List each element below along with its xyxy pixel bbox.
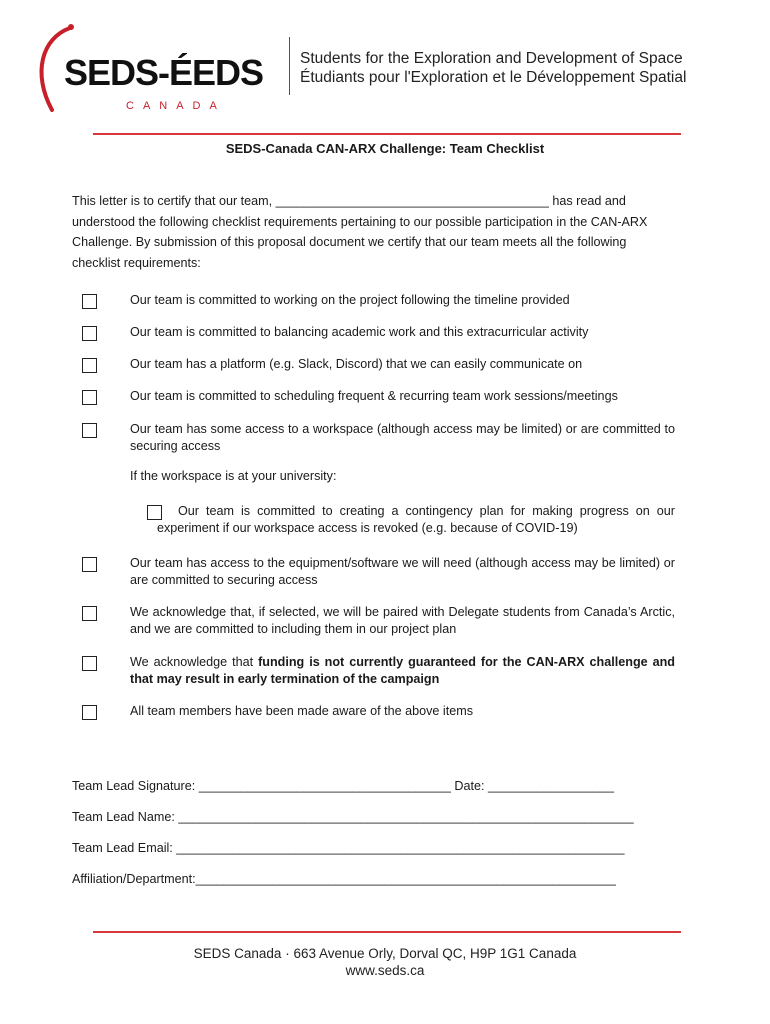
checkbox[interactable] — [82, 423, 97, 438]
checklist-item-label: Our team is committed to creating a contingency plan for making progress on our experiment if our workspace access is revoked (e.g. because of COVID-19) — [157, 504, 675, 535]
signature-date-field[interactable]: Team Lead Signature: ____________________________________ Date: __________________ — [72, 779, 615, 793]
checklist-item-label: Our team has some access to a workspace (although access may be limited) or are committed to securing access — [130, 422, 675, 453]
footer-rule — [93, 931, 681, 933]
footer-address: SEDS Canada · 663 Avenue Orly, Dorval QC, H9P 1G1 Canada — [193, 946, 577, 961]
intro-paragraph: This letter is to certify that our team, _______________________________________ has read and understood the following checklist requirements pertaining to our possible participation in the CAN-ARX Challenge. By submission of this proposal document we certify that our team meets all the following checklist requirements: — [72, 194, 648, 270]
document-title: SEDS-Canada CAN-ARX Challenge: Team Checklist — [225, 141, 545, 156]
header-rule — [93, 133, 681, 135]
checkbox[interactable] — [82, 326, 97, 341]
checklist-item-label: Our team has access to the equipment/software we will need (although access may be limited) or are committed to securing access — [130, 556, 675, 587]
tagline-english: Students for the Exploration and Development of Space — [300, 50, 683, 67]
checklist-item-label: All team members have been made aware of the above items — [130, 704, 474, 718]
checkbox[interactable] — [82, 705, 97, 720]
checklist-item-label: Our team is committed to balancing academic work and this extracurricular activity — [130, 325, 589, 339]
sub-section-intro: If the workspace is at your university: — [130, 469, 337, 483]
label-plain: We acknowledge that — [130, 655, 259, 669]
checkbox[interactable] — [82, 294, 97, 309]
checklist-item-label — [130, 654, 675, 688]
team-lead-email-field[interactable]: Team Lead Email: ________________________________________________________________ — [72, 841, 625, 855]
checkbox[interactable] — [82, 656, 97, 671]
checkbox[interactable] — [82, 557, 97, 572]
team-lead-name-field[interactable]: Team Lead Name: _________________________________________________________________ — [72, 810, 634, 824]
header-divider — [289, 37, 290, 95]
checklist-item-label: Our team is committed to working on the project following the timeline provided — [130, 293, 570, 307]
checklist-item-label: Our team is committed to scheduling frequent & recurring team work sessions/meetings — [130, 389, 618, 403]
logo-wordmark: SEDS-ÉEDS — [64, 52, 264, 93]
checkbox[interactable] — [82, 606, 97, 621]
seds-logo — [30, 18, 300, 118]
tagline-french: Étudiants pour l'Exploration et le Développement Spatial — [300, 69, 687, 86]
logo-country: CANADA — [126, 100, 226, 112]
checkbox[interactable] — [82, 390, 97, 405]
checkbox[interactable] — [82, 358, 97, 373]
affiliation-field[interactable]: Affiliation/Department:____________________________________________________________ — [72, 872, 616, 886]
footer-website[interactable]: www.seds.ca — [345, 963, 425, 978]
checklist-item-label: Our team has a platform (e.g. Slack, Discord) that we can easily communicate on — [130, 357, 583, 371]
checklist-item-label: We acknowledge that, if selected, we will be paired with Delegate students from Canada’s Arctic, and we are committed to including them in our project plan — [130, 605, 675, 636]
label-bold: funding is not currently guaranteed for the CAN-ARX challenge and that may result in early termination of the campaign — [130, 655, 675, 686]
